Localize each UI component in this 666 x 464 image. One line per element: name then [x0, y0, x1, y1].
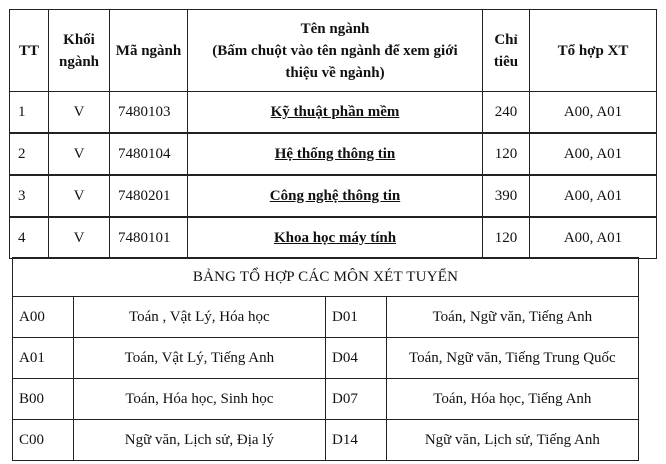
combo-subjects: Ngữ văn, Lịch sử, Địa lý — [73, 420, 325, 461]
header-ten-nganh — [188, 10, 483, 92]
cell-tt: 4 — [10, 217, 49, 259]
combo-code: D04 — [325, 338, 386, 379]
table-row — [10, 175, 657, 217]
cell-chi-tieu: 390 — [483, 175, 530, 217]
cell-ten-nganh — [188, 92, 483, 134]
cell-khoi: V — [49, 133, 110, 175]
cell-tt: 2 — [10, 133, 49, 175]
cell-khoi: V — [49, 175, 110, 217]
combos-table — [12, 257, 639, 461]
combo-code: A01 — [13, 338, 74, 379]
majors-header-row — [10, 10, 657, 92]
table-row — [13, 338, 639, 379]
combo-subjects: Toán, Vật Lý, Tiếng Anh — [73, 338, 325, 379]
combos-title: BẢNG TỔ HỢP CÁC MÔN XÉT TUYỂN — [13, 258, 639, 297]
combo-code: B00 — [13, 379, 74, 420]
table-row — [10, 217, 657, 259]
cell-ten-nganh — [188, 133, 483, 175]
table-row — [13, 420, 639, 461]
header-chi-tieu: Chỉ tiêu — [483, 10, 530, 92]
combo-subjects: Ngữ văn, Lịch sử, Tiếng Anh — [386, 420, 638, 461]
combo-subjects: Toán, Ngữ văn, Tiếng Trung Quốc — [386, 338, 638, 379]
cell-ma-nganh: 7480201 — [110, 175, 188, 217]
cell-chi-tieu: 120 — [483, 133, 530, 175]
combo-subjects: Toán, Ngữ văn, Tiếng Anh — [386, 297, 638, 338]
cell-ma-nganh: 7480101 — [110, 217, 188, 259]
cell-to-hop: A00, A01 — [530, 133, 657, 175]
cell-to-hop: A00, A01 — [530, 92, 657, 134]
cell-ten-nganh — [188, 217, 483, 259]
major-link[interactable]: Công nghệ thông tin — [269, 187, 401, 204]
combo-code: C00 — [13, 420, 74, 461]
cell-tt: 3 — [10, 175, 49, 217]
combo-subjects: Toán, Hóa học, Tiếng Anh — [386, 379, 638, 420]
header-to-hop: Tổ hợp XT — [530, 10, 657, 92]
header-ten-nganh-title: Tên ngành — [300, 20, 370, 37]
cell-chi-tieu: 240 — [483, 92, 530, 134]
table-row — [10, 133, 657, 175]
major-link[interactable]: Hệ thống thông tin — [274, 145, 396, 162]
combo-subjects: Toán , Vật Lý, Hóa học — [73, 297, 325, 338]
header-ten-nganh-hint: (Bấm chuột vào tên ngành để xem giới thiệu về ngành) — [212, 42, 458, 81]
cell-ma-nganh: 7480104 — [110, 133, 188, 175]
header-ma-nganh: Mã ngành — [110, 10, 188, 92]
table-row — [13, 297, 639, 338]
cell-chi-tieu: 120 — [483, 217, 530, 259]
cell-ten-nganh — [188, 175, 483, 217]
header-khoi-nganh: Khối ngành — [49, 10, 110, 92]
cell-tt: 1 — [10, 92, 49, 134]
cell-to-hop: A00, A01 — [530, 217, 657, 259]
cell-ma-nganh: 7480103 — [110, 92, 188, 134]
table-row — [10, 92, 657, 134]
cell-khoi: V — [49, 92, 110, 134]
cell-to-hop: A00, A01 — [530, 175, 657, 217]
combos-title-row — [13, 258, 639, 297]
combo-code: D14 — [325, 420, 386, 461]
cell-khoi: V — [49, 217, 110, 259]
combo-code: D07 — [325, 379, 386, 420]
combo-subjects: Toán, Hóa học, Sinh học — [73, 379, 325, 420]
header-tt: TT — [10, 10, 49, 92]
majors-table — [9, 9, 657, 259]
combo-code: A00 — [13, 297, 74, 338]
major-link[interactable]: Kỹ thuật phần mềm — [270, 103, 400, 120]
combo-code: D01 — [325, 297, 386, 338]
major-link[interactable]: Khoa học máy tính — [273, 229, 397, 246]
table-row — [13, 379, 639, 420]
